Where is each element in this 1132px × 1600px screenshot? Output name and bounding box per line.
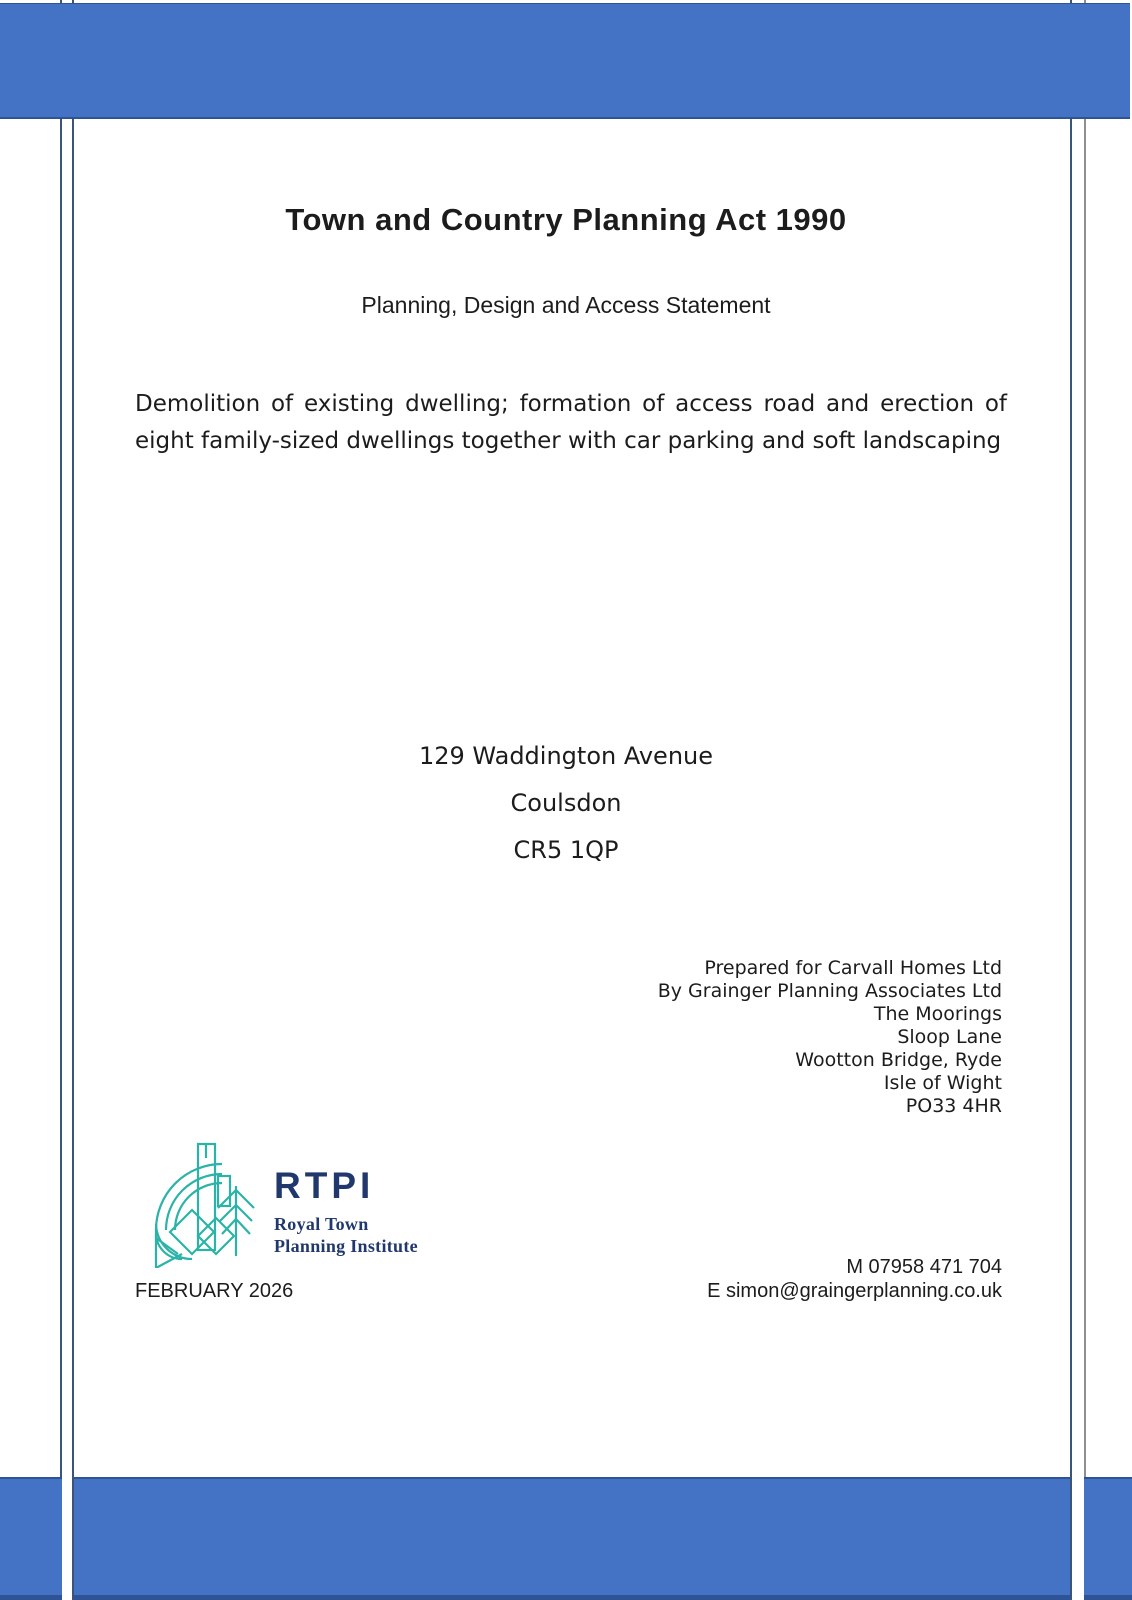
rtpi-name-line-1: Royal Town bbox=[274, 1214, 369, 1234]
address-line-1: 129 Waddington Avenue bbox=[418, 742, 714, 770]
preparer-postcode: PO33 4HR bbox=[905, 1095, 1002, 1117]
project-description: Demolition of existing dwelling; formation of access road and erection of eight family-sized dwellings together with car parking and soft landscaping bbox=[135, 391, 1007, 454]
contact-block bbox=[707, 1255, 1002, 1303]
contact-email: E simon@graingerplanning.co.uk bbox=[707, 1280, 1002, 1302]
preparer-address-line: The Moorings bbox=[873, 1003, 1002, 1025]
bottom-banner bbox=[0, 1477, 1132, 1600]
rtpi-wordmark bbox=[274, 1128, 418, 1257]
address-line-2: Coulsdon bbox=[510, 789, 622, 817]
rtpi-acronym: RTPI bbox=[274, 1165, 375, 1206]
document-title: Town and Country Planning Act 1990 bbox=[285, 202, 847, 237]
prepared-for-block bbox=[658, 957, 1002, 1118]
rtpi-logo bbox=[148, 1128, 418, 1268]
document-subtitle: Planning, Design and Access Statement bbox=[361, 292, 771, 318]
address-line-3: CR5 1QP bbox=[513, 836, 619, 864]
site-address bbox=[0, 733, 1132, 874]
preparer-address-line: Wootton Bridge, Ryde bbox=[795, 1049, 1002, 1071]
contact-mobile: M 07958 471 704 bbox=[846, 1256, 1002, 1278]
preparer-address-line: Isle of Wight bbox=[883, 1072, 1002, 1094]
rtpi-name-line-2: Planning Institute bbox=[274, 1236, 418, 1256]
right-border-gap bbox=[1072, 1477, 1084, 1600]
top-banner bbox=[0, 3, 1130, 119]
prepared-for-client: Prepared for Carvall Homes Ltd bbox=[704, 957, 1002, 979]
rtpi-emblem-icon bbox=[148, 1128, 260, 1268]
prepared-by-company: By Grainger Planning Associates Ltd bbox=[657, 980, 1002, 1002]
preparer-address-line: Sloop Lane bbox=[897, 1026, 1002, 1048]
document-date: FEBRUARY 2026 bbox=[135, 1280, 294, 1302]
left-border-gap bbox=[62, 1477, 72, 1600]
